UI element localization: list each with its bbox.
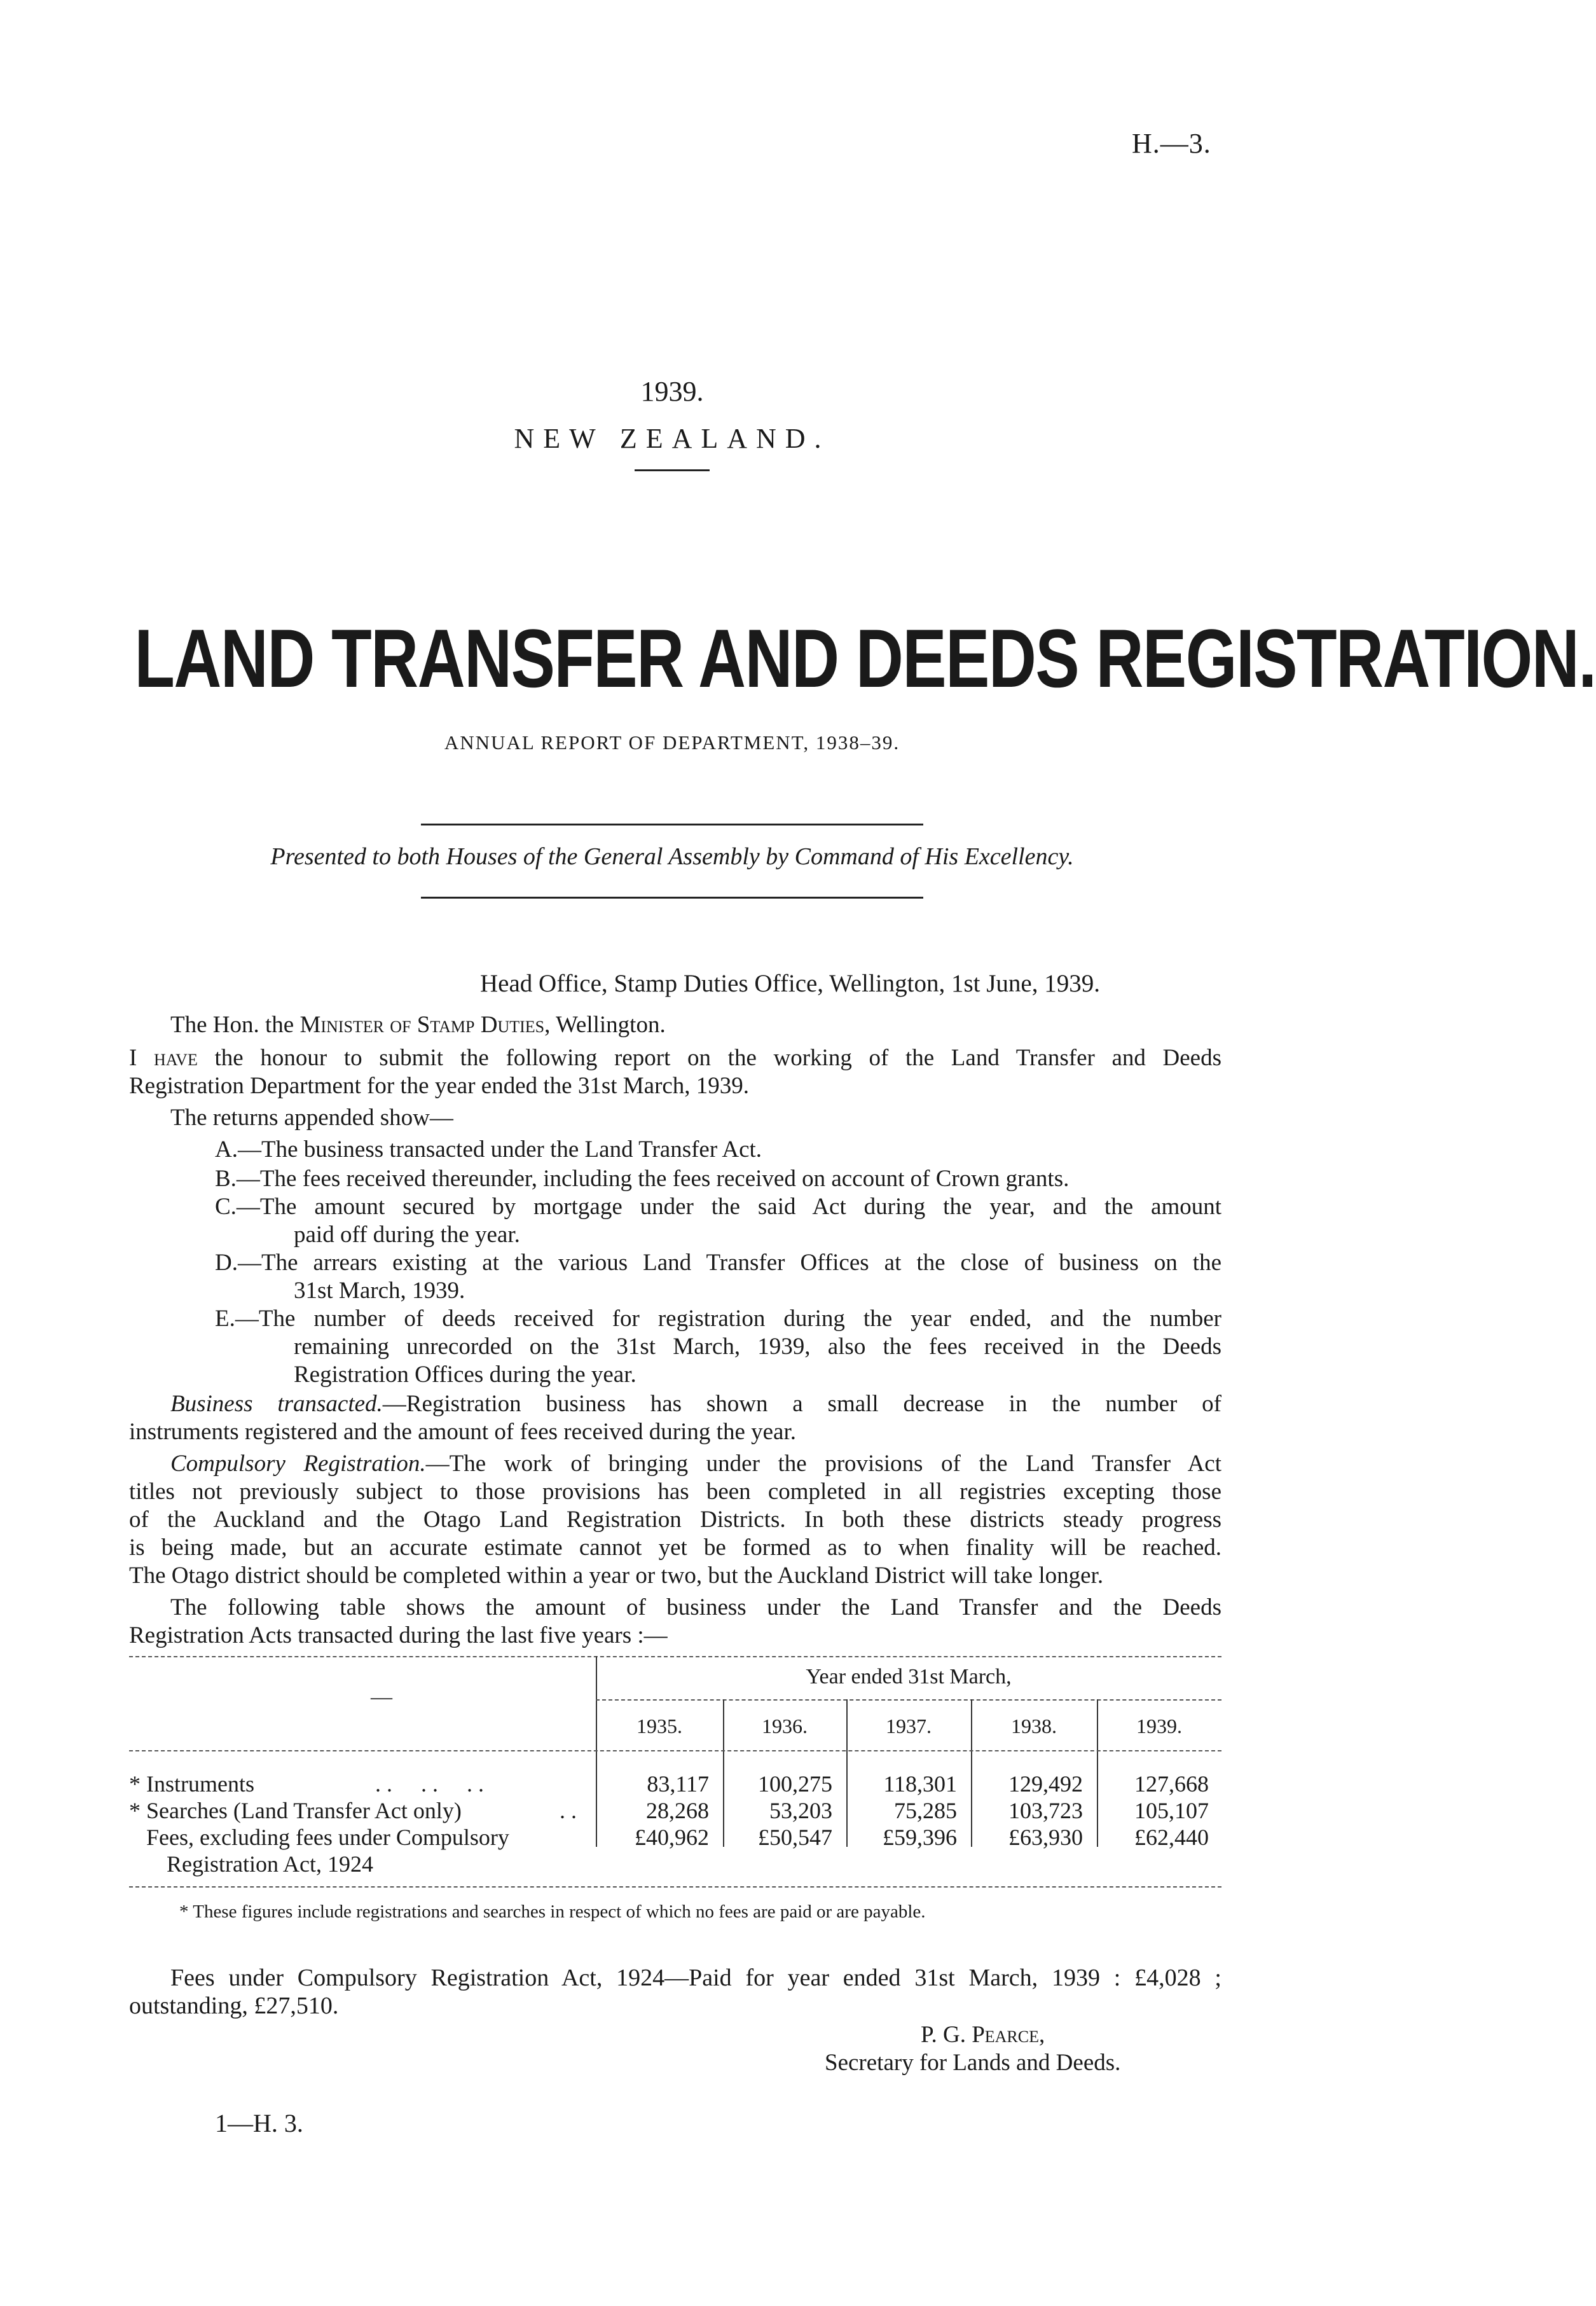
- addressee-line: [170, 1011, 666, 1039]
- table-row-label: * Instruments: [129, 1771, 254, 1797]
- table-bottom-rule: [129, 1886, 1221, 1888]
- presented-statement: Presented to both Houses of the General Assembly by Command of His Excellency.: [270, 843, 1074, 870]
- fees-line-2: outstanding, £27,510.: [129, 1992, 339, 2019]
- page-title: LAND TRANSFER AND DEEDS REGISTRATION.: [134, 612, 1596, 705]
- page-reference: 1—H. 3.: [215, 2109, 303, 2137]
- table-cell: 53,203: [769, 1798, 832, 1823]
- table-cell: £59,396: [883, 1825, 957, 1850]
- table-year-1938: 1938.: [1011, 1715, 1057, 1737]
- table-stub-header: —: [371, 1685, 392, 1709]
- return-item-c-cont: paid off during the year.: [294, 1222, 520, 1248]
- return-item-d-cont: 31st March, 1939.: [294, 1278, 465, 1304]
- table-cell: 83,117: [647, 1771, 709, 1797]
- table-cell: £62,440: [1134, 1825, 1209, 1850]
- table-row-label: * Searches (Land Transfer Act only): [129, 1798, 462, 1823]
- return-item-d: D.—The arrears existing at the various Land Transfer Offices at the close of business on the: [215, 1250, 1221, 1276]
- intro-line-2: Registration Department for the year ended the 31st March, 1939.: [129, 1073, 750, 1099]
- table-row-label-cont: Registration Act, 1924: [167, 1851, 373, 1877]
- returns-intro: The returns appended show—: [170, 1105, 453, 1131]
- table-cell: 103,723: [1008, 1798, 1083, 1823]
- table-cell: 129,492: [1008, 1771, 1083, 1797]
- divider-bottom: [421, 897, 923, 899]
- country-name: NEW ZEALAND.: [514, 423, 830, 454]
- table-cell: 100,275: [758, 1771, 832, 1797]
- return-item-b: B.—The fees received thereunder, including the fees received on account of Crown grants.: [215, 1166, 1070, 1192]
- table-top-rule: [129, 1656, 1221, 1657]
- compulsory-paragraph-line-2: titles not previously subject to those provisions has been completed in all registries excepting those: [129, 1479, 1221, 1505]
- addressee-prefix: The Hon. the: [170, 1012, 300, 1038]
- return-item-e-cont-2: Registration Offices during the year.: [294, 1362, 636, 1388]
- table-year-1939: 1939.: [1136, 1715, 1182, 1737]
- table-intro-line-1: The following table shows the amount of business under the Land Transfer and the Deeds: [170, 1594, 1221, 1620]
- compulsory-paragraph-line-5: The Otago district should be completed within a year or two, but the Auckland District will take longer.: [129, 1563, 1104, 1589]
- addressee-title: Minister of Stamp Duties: [299, 1012, 545, 1038]
- business-text-1: —Registration business has shown a small decrease in the number of: [382, 1391, 1221, 1417]
- return-item-c: C.—The amount secured by mortgage under the said Act during the year, and the amount: [215, 1194, 1221, 1220]
- table-header-rule: [596, 1699, 1221, 1701]
- table-footnote: * These figures include registrations and searches in respect of which no fees are paid or are payable.: [179, 1902, 926, 1922]
- compulsory-paragraph-line-1: [170, 1450, 1221, 1478]
- return-item-a: A.—The business transacted under the Land Transfer Act.: [215, 1136, 762, 1163]
- business-heading: Business transacted.: [170, 1391, 383, 1417]
- return-item-e-cont: remaining unrecorded on the 31st March, 1939, also the fees received in the Deeds: [294, 1334, 1221, 1360]
- divider-top: [421, 824, 923, 825]
- compulsory-heading: Compulsory Registration.: [170, 1451, 426, 1477]
- fees-line-1: Fees under Compulsory Registration Act, 1924—Paid for year ended 31st March, 1939 : £4,028 ;: [170, 1964, 1221, 1991]
- compulsory-text-1: —The work of bringing under the provisions of the Land Transfer Act: [425, 1451, 1221, 1477]
- table-row-label: Fees, excluding fees under Compulsory: [146, 1825, 509, 1850]
- return-item-e: E.—The number of deeds received for registration during the year ended, and the number: [215, 1306, 1221, 1332]
- business-paragraph-line-2: instruments registered and the amount of fees received during the year.: [129, 1419, 796, 1445]
- table-intro-line-2: Registration Acts transacted during the last five years :—: [129, 1622, 668, 1648]
- report-subtitle: ANNUAL REPORT OF DEPARTMENT, 1938–39.: [444, 731, 900, 754]
- table-cell: £40,962: [635, 1825, 709, 1850]
- addressee-suffix: , Wellington.: [544, 1012, 666, 1038]
- table-cell: 118,301: [883, 1771, 957, 1797]
- table-year-header: Year ended 31st March,: [806, 1665, 1012, 1688]
- compulsory-paragraph-line-3: of the Auckland and the Otago Land Registration Districts. In both these districts steady progress: [129, 1507, 1221, 1533]
- place-date-line: Head Office, Stamp Duties Office, Wellington, 1st June, 1939.: [480, 970, 1100, 997]
- table-row-leaders: . .: [560, 1798, 577, 1823]
- table-cell: £63,930: [1008, 1825, 1083, 1850]
- divider-short: [635, 469, 710, 471]
- compulsory-paragraph-line-4: is being made, but an accurate estimate cannot yet be formed as to when finality will be reached.: [129, 1535, 1221, 1561]
- document-reference: H.—3.: [1132, 128, 1211, 159]
- table-cell: £50,547: [758, 1825, 832, 1850]
- table-cell: 28,268: [646, 1798, 709, 1823]
- table-row-leaders: . . . . . .: [375, 1771, 484, 1797]
- intro-line-1: [129, 1044, 1221, 1072]
- table-cell: 75,285: [894, 1798, 957, 1823]
- table-cell: 127,668: [1134, 1771, 1209, 1797]
- table-cell: 105,107: [1134, 1798, 1209, 1823]
- signatory-name: P. G. Pearce,: [921, 2022, 1045, 2048]
- report-year: 1939.: [640, 376, 704, 407]
- table-header-bottom-rule: [129, 1750, 1221, 1751]
- table-year-1937: 1937.: [886, 1715, 932, 1737]
- table-year-1935: 1935.: [636, 1715, 682, 1737]
- signatory-title: Secretary for Lands and Deeds.: [825, 2050, 1121, 2076]
- intro-line-1-rest: the honour to submit the following report on the working of the Land Transfer and Deeds: [197, 1045, 1222, 1071]
- table-year-1936: 1936.: [762, 1715, 808, 1737]
- business-paragraph-line-1: [170, 1390, 1221, 1418]
- intro-first-word: I have: [129, 1045, 198, 1071]
